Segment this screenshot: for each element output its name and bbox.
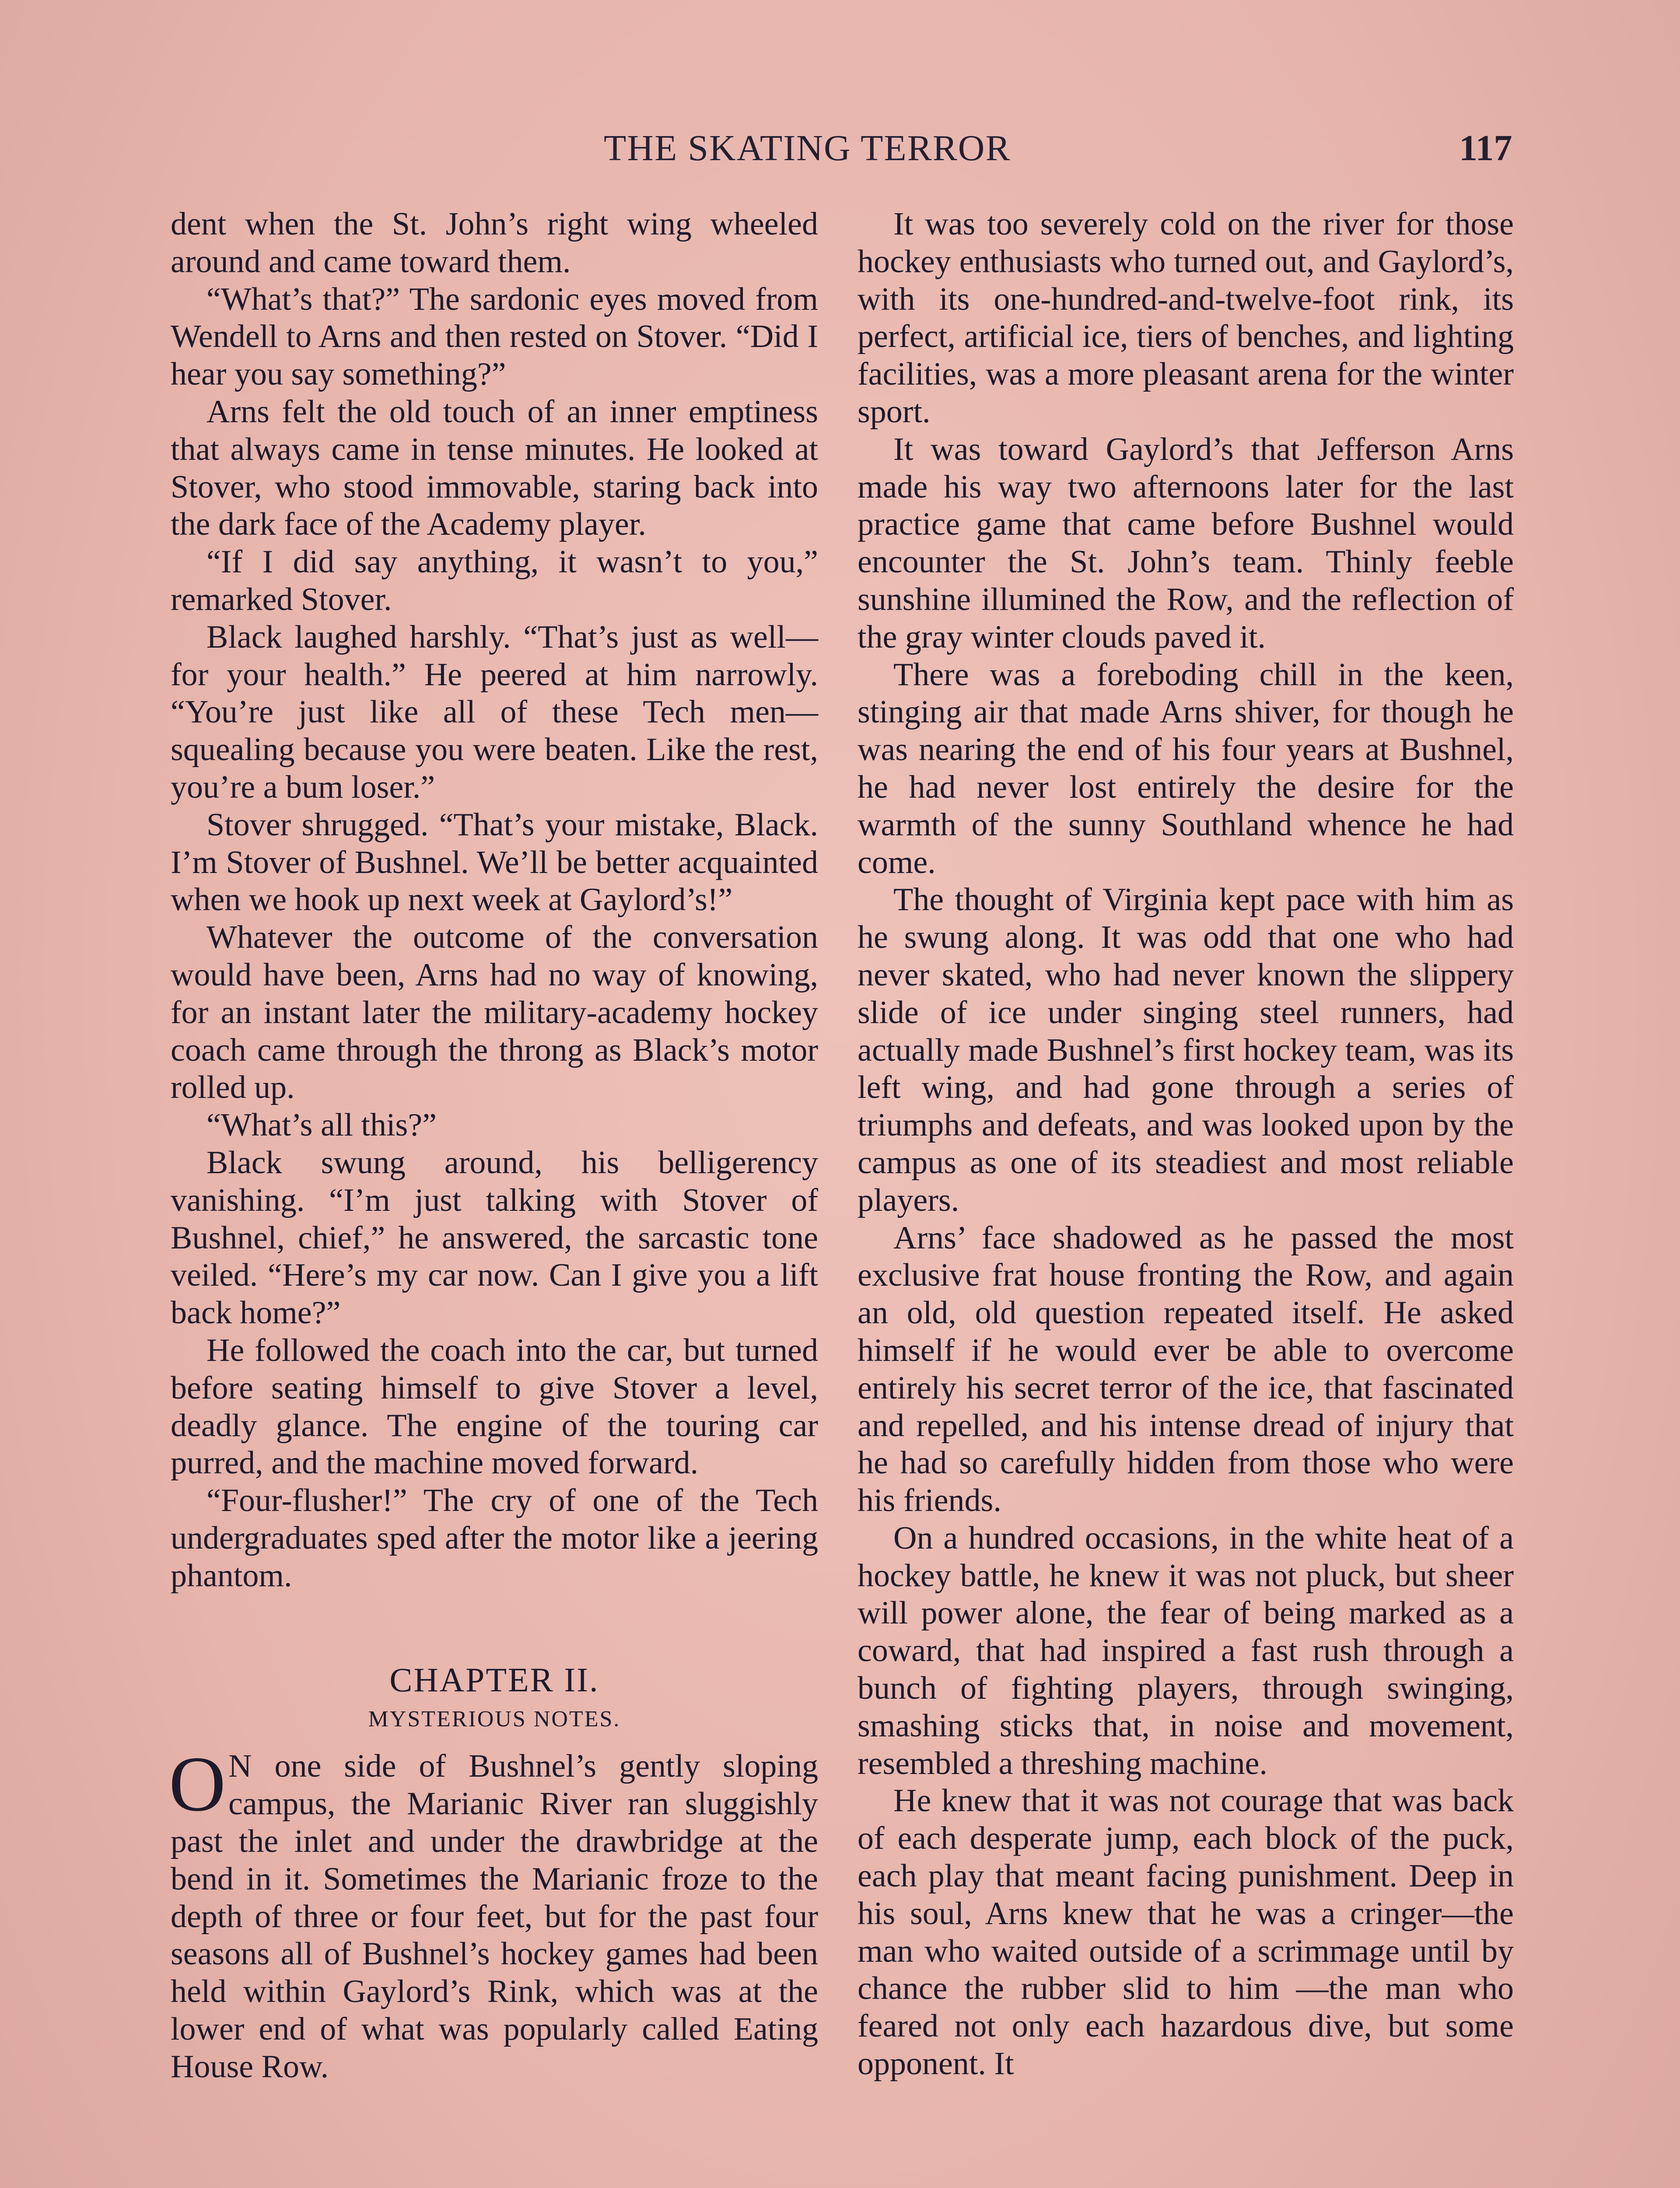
chapter-title: CHAPTER II. (389, 1661, 599, 1699)
chapter-opening-text: N one side of Bushnel’s gently sloping campus, the Marianic River ran sluggishly past the inlet and under the drawbridge at the bend in it. Sometimes the Marianic froze to the depth of three or four feet, but for the past four seasons all of Bushnel’s hockey games had been held within Gaylord’s Rink, which was at the lower end of what was popularly called Eating House Row. (171, 1748, 818, 2085)
paragraph: On a hundred occasions, in the white heat of a hockey battle, he knew it was not pluck, but sheer will power alone, the fear of being marked as a coward, that had inspired a fast rush through a bunch of fighting players, through swinging, smashing sticks that, in noise and movement, resembled a threshing machine. (858, 1520, 1514, 1781)
paragraph: Whatever the outcome of the conversation would have been, Arns had no way of knowing, for an instant later the military-academy hockey coach came through the throng as Black’s motor rolled up. (171, 919, 818, 1106)
paragraph: “What’s all this?” (206, 1107, 437, 1143)
paragraph: Arns’ face shadowed as he passed the most exclusive frat house fronting the Row, and again an old, old question repeated itself. He asked himself if he would ever be able to overcome entirely his secret terror of the ice, that fascinated and repelled, and his intense dread of injury that he had so carefully hidden from those who were his friends. (858, 1220, 1514, 1519)
page-number: 117 (1459, 128, 1512, 168)
paragraph: Stover shrugged. “That’s your mistake, Black. I’m Stover of Bushnel. We’ll be better acquainted when we hook up next week at Gaylord’s!” (171, 806, 818, 918)
paragraph: “If I did say anything, it wasn’t to you,” remarked Stover. (171, 544, 818, 617)
paragraph: He knew that it was not courage that was back of each desperate jump, each block of the puck, each play that meant facing punishment. Deep in his soul, Arns knew that he was a cringer—the man who waited outside of a scrimmage until by chance the rubber slid to him —the man who feared not only each hazardous dive, but some opponent. It (858, 1783, 1514, 2082)
paragraph: “Four-flusher!” The cry of one of the Tech undergraduates sped after the motor like a jeering phantom. (171, 1483, 818, 1594)
paragraph: dent when the St. John’s right wing wheeled around and came toward them. (171, 206, 818, 280)
paragraph: It was too severely cold on the river for those hockey enthusiasts who turned out, and Gaylord’s, with its one-hundred-and-twelve-foot rink, its perfect, artificial ice, tiers of benches, and lighting facilities, was a more pleasant arena for the winter sport. (858, 206, 1514, 430)
paragraph: The thought of Virginia kept pace with him as he swung along. It was odd that one who had never skated, who had never known the slippery slide of ice under singing steel runners, had actually made Bushnel’s first hockey team, was its left wing, and had gone through a series of triumphs and defeats, and was looked upon by the campus as one of its steadiest and most reliable players. (858, 882, 1514, 1218)
paragraph: He followed the coach into the car, but turned before seating himself to give Stover a level, deadly glance. The engine of the touring car purred, and the machine moved forward. (171, 1332, 818, 1481)
paragraph: There was a foreboding chill in the keen, stinging air that made Arns shiver, for though he was nearing the end of his four years at Bushnel, he had never lost entirely the desire for the warmth of the sunny Southland whence he had come. (858, 656, 1514, 880)
chapter-opening-paragraph (169, 1740, 818, 2086)
paragraph: Black laughed harshly. “That’s just as well—for your health.” He peered at him narrowly. “You’re just like all of these Tech men—squealing because you were beaten. Like the rest, you’re a bum loser.” (171, 619, 818, 805)
paragraph: “What’s that?” The sardonic eyes moved from Wendell to Arns and then rested on Stover. “Did I hear you say something?” (171, 281, 818, 393)
running-head: THE SKATING TERROR (604, 128, 1011, 168)
paragraph: Black swung around, his belligerency vanishing. “I’m just talking with Stover of Bushnel, chief,” he answered, the sarcastic tone veiled. “Here’s my car now. Can I give you a lift back home?” (171, 1144, 818, 1331)
drop-cap: O (169, 1740, 226, 1828)
chapter-subtitle: MYSTERIOUS NOTES. (368, 1707, 621, 1732)
paragraph: It was toward Gaylord’s that Jefferson Arns made his way two afternoons later for the last practice game that came before Bushnel would encounter the St. John’s team. Thinly feeble sunshine illumined the Row, and the reflection of the gray winter clouds paved it. (858, 431, 1514, 655)
left-column (171, 206, 818, 2086)
paragraph: Arns felt the old touch of an inner emptiness that always came in tense minutes. He looked at Stover, who stood immovable, staring back into the dark face of the Academy player. (171, 393, 818, 543)
right-column (858, 206, 1514, 2083)
